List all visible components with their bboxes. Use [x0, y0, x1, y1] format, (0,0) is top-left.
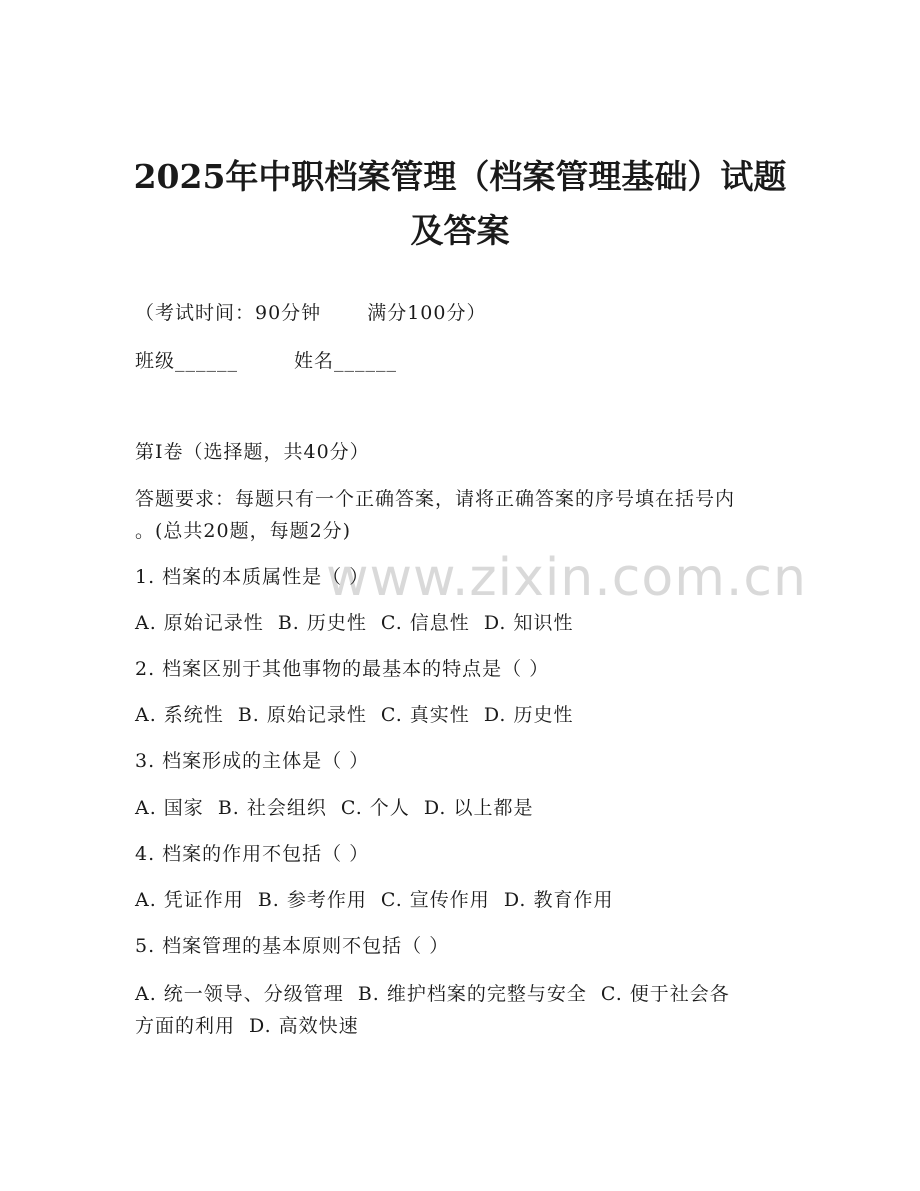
option-c: C. 便于社会各: [600, 983, 730, 1005]
question-stem: 3. 档案形成的主体是（ ）: [135, 750, 370, 772]
option-b: B. 参考作用: [257, 889, 367, 911]
option-a: A. 统一领导、分级管理: [135, 983, 344, 1005]
watermark: www.zixin.com.cn: [326, 548, 807, 608]
question-stem: 1. 档案的本质属性是（ ）: [135, 566, 370, 588]
question-options: [135, 885, 613, 915]
name-field: 姓名______: [294, 350, 398, 372]
question-options: [135, 700, 573, 730]
option-a: A. 凭证作用: [135, 889, 244, 911]
question-stem: 2. 档案区别于其他事物的最基本的特点是（ ）: [135, 658, 550, 680]
option-c: C. 宣传作用: [380, 889, 490, 911]
document-title: [60, 150, 860, 258]
title-line-1: 2025年中职档案管理（档案管理基础）试题: [133, 157, 787, 196]
question-options: [135, 979, 730, 1009]
question-stem: 5. 档案管理的基本原则不包括（ ）: [135, 935, 450, 957]
option-d: D. 教育作用: [503, 889, 614, 911]
exam-time: （考试时间：90分钟: [135, 302, 322, 324]
title-line-2: 及答案: [410, 211, 510, 250]
option-a: A. 系统性: [135, 704, 224, 726]
option-b: B. 历史性: [277, 612, 367, 634]
option-a: A. 国家: [135, 797, 204, 819]
instructions-line-2: 。(总共20题，每题2分): [135, 520, 352, 542]
option-a: A. 原始记录性: [135, 612, 264, 634]
question-stem: 4. 档案的作用不包括（ ）: [135, 843, 370, 865]
option-c: C. 信息性: [380, 612, 470, 634]
option-d: D. 历史性: [483, 704, 574, 726]
option-d: D. 以上都是: [423, 797, 534, 819]
option-b: B. 原始记录性: [237, 704, 367, 726]
option-d: D. 高效快速: [249, 1015, 359, 1037]
student-info: [135, 346, 397, 376]
option-b: B. 社会组织: [217, 797, 327, 819]
option-c: C. 真实性: [380, 704, 470, 726]
section-title: 第I卷（选择题，共40分）: [135, 441, 370, 463]
option-c: C. 个人: [340, 797, 410, 819]
exam-info: [135, 298, 486, 328]
question-options: [135, 793, 533, 823]
option-b: B. 维护档案的完整与安全: [357, 983, 587, 1005]
class-field: 班级______: [135, 350, 239, 372]
full-score: 满分100分）: [367, 302, 487, 324]
instructions-line-1: 答题要求：每题只有一个正确答案，请将正确答案的序号填在括号内: [135, 488, 736, 510]
option-d: D. 知识性: [483, 612, 574, 634]
option-c-continued: 方面的利用: [135, 1015, 236, 1037]
question-options: [135, 608, 573, 638]
question-options: [135, 1011, 359, 1041]
